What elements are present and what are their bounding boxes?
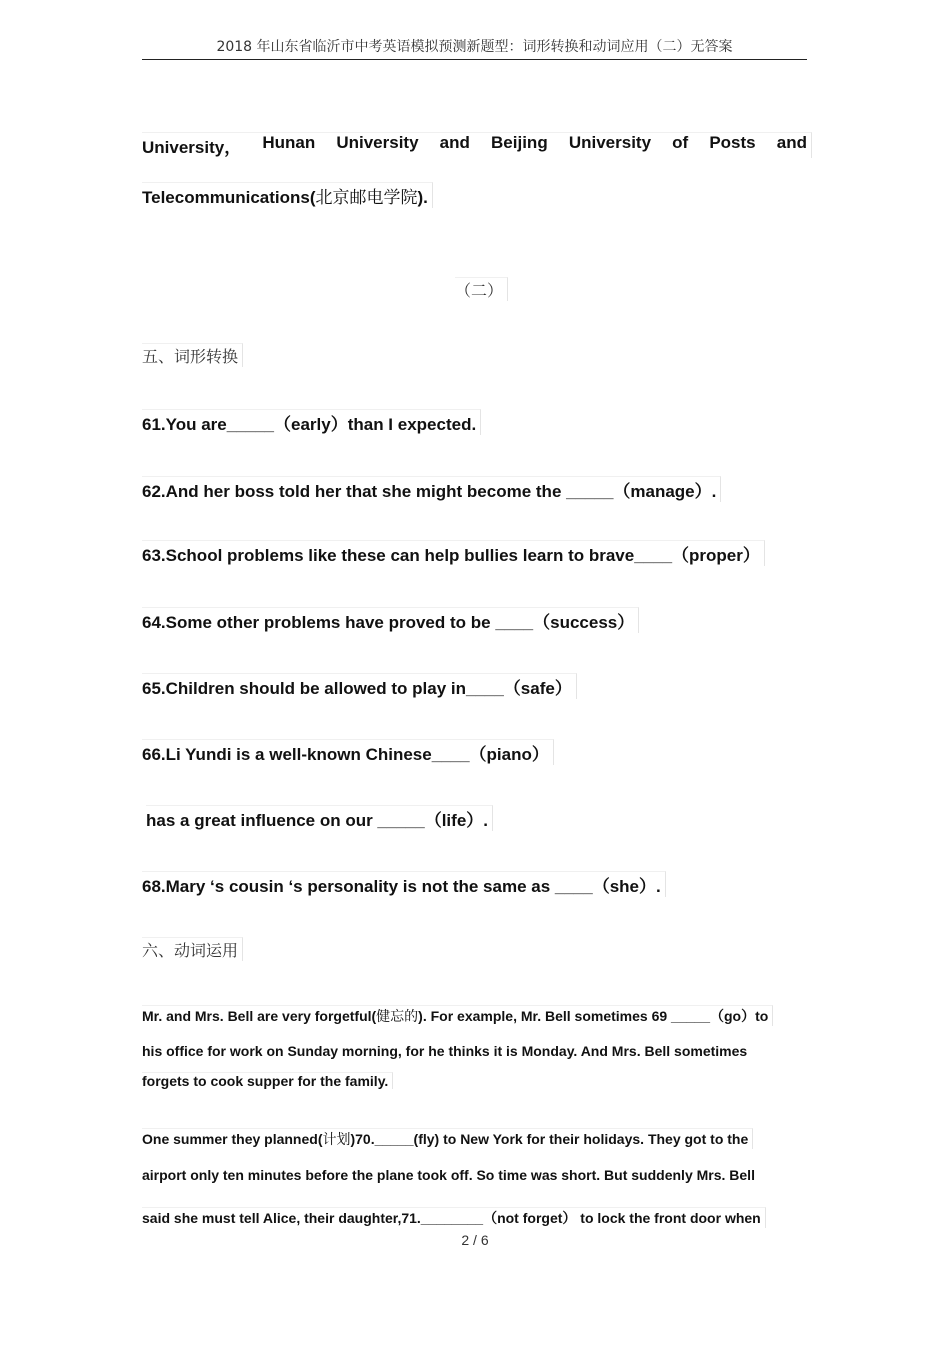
passage-p2-line-2: airport only ten minutes before the plane took off. So time was short. But suddenly Mrs. Bell bbox=[142, 1167, 755, 1183]
p1-line-1-a: Mr. and Mrs. Bell are very forgetful( bbox=[142, 1008, 377, 1024]
intro-line-2-suffix: ). bbox=[417, 188, 428, 207]
intro-word: of bbox=[672, 133, 689, 152]
intro-word: University bbox=[336, 133, 419, 152]
intro-word: and bbox=[776, 133, 807, 152]
p2-line-1-cn: 计划 bbox=[322, 1132, 351, 1148]
intro-word: Posts bbox=[709, 133, 756, 152]
exercise-63: 63.School problems like these can help bullies learn to brave____（proper） bbox=[142, 540, 765, 566]
p1-line-1-cn: 健忘的 bbox=[376, 1009, 419, 1025]
passage-p2-line-3: said she must tell Alice, their daughter,71.________（not forget） to lock the front door when bbox=[142, 1207, 766, 1228]
intro-word: and bbox=[439, 133, 470, 152]
p2-line-1-a: One summer they planned( bbox=[142, 1131, 323, 1147]
intro-line-1 bbox=[142, 132, 812, 158]
page-number: 2 / 6 bbox=[461, 1232, 489, 1248]
passage-p1-line-1 bbox=[142, 1005, 773, 1026]
exercise-61: 61.You are_____（early）than I expected. bbox=[142, 409, 481, 435]
passage-p1-line-3: forgets to cook supper for the family. bbox=[142, 1072, 393, 1089]
exercise-65: 65.Children should be allowed to play in____（safe） bbox=[142, 673, 577, 699]
section-6-title: 六、动词运用 bbox=[142, 937, 243, 961]
intro-word: Beijing bbox=[491, 133, 548, 152]
exercise-66: 66.Li Yundi is a well-known Chinese____（piano） bbox=[142, 739, 554, 765]
exercise-62: 62.And her boss told her that she might become the _____（manage）. bbox=[142, 476, 721, 502]
intro-word: University， bbox=[142, 138, 242, 157]
page-header-title: 2018 年山东省临沂市中考英语模拟预测新题型：词形转换和动词应用（二）无答案 bbox=[216, 39, 733, 55]
exercise-68: 68.Mary ‘s cousin ‘s personality is not the same as ____（she）. bbox=[142, 871, 666, 897]
p2-line-1-b: )70._____(fly) to New York for their holidays. They got to the bbox=[350, 1131, 749, 1147]
exercise-67: has a great influence on our _____（life）. bbox=[146, 805, 493, 831]
section-marker: （二） bbox=[455, 277, 508, 301]
intro-line-2-cn: 北京邮电学院 bbox=[315, 188, 418, 208]
intro-line-2 bbox=[142, 182, 433, 208]
p1-line-1-b: ). For example, Mr. Bell sometimes 69 _____（go）to bbox=[418, 1008, 769, 1024]
section-5-title: 五、词形转换 bbox=[142, 343, 243, 367]
intro-line-2-prefix: Telecommunications( bbox=[142, 188, 316, 207]
header-rule bbox=[142, 59, 807, 60]
passage-p2-line-1 bbox=[142, 1128, 753, 1149]
intro-word: Hunan bbox=[262, 133, 316, 152]
passage-p1-line-2: his office for work on Sunday morning, for he thinks it is Monday. And Mrs. Bell sometimes bbox=[142, 1043, 748, 1059]
exercise-64: 64.Some other problems have proved to be ____（success） bbox=[142, 607, 639, 633]
intro-word: University bbox=[568, 133, 652, 152]
